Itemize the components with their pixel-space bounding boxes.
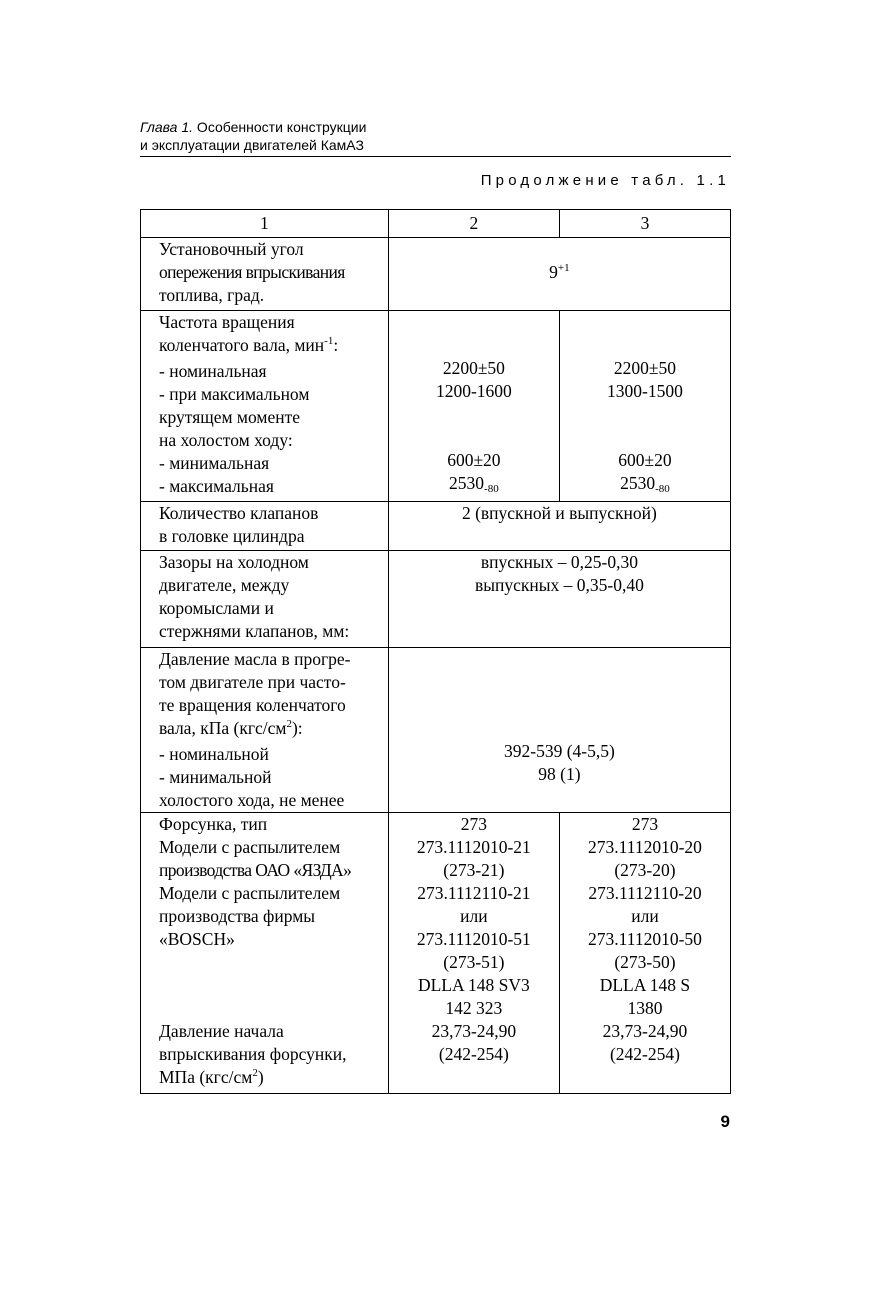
- label-line: - минимальной: [159, 767, 272, 787]
- label-line: - максимальная: [159, 476, 274, 496]
- value-line: 273.1112110-21: [417, 883, 531, 903]
- spacer: [560, 334, 730, 357]
- label-line: Давление начала: [159, 1021, 284, 1041]
- row-injection-angle: [141, 238, 731, 311]
- label-text: ):: [291, 718, 303, 738]
- spacer: [159, 951, 388, 974]
- chapter-title-part2: и эксплуатации двигателей КамАЗ: [140, 137, 364, 153]
- spec-table: [140, 209, 731, 1094]
- value-line: (273-20): [614, 860, 676, 880]
- label-line: - минимальная: [159, 453, 270, 473]
- label-text: МПа (кгс/см: [159, 1067, 253, 1087]
- row-valves-count: [141, 502, 731, 551]
- spacer: [389, 426, 559, 449]
- value-line: 98 (1): [538, 764, 581, 784]
- value-line: 23,73-24,90: [431, 1021, 517, 1041]
- label-text: ): [257, 1067, 264, 1087]
- value-subscript: -80: [655, 483, 670, 495]
- value-line: 600±20: [447, 450, 501, 470]
- label-line: Частота вращения: [159, 312, 295, 332]
- label-line: производства фирмы: [159, 906, 316, 926]
- clearance-values: [388, 551, 730, 648]
- label-text: вала, кПа (кгс/см: [159, 718, 287, 738]
- oil-pressure-label: [141, 648, 389, 813]
- page-number: 9: [720, 1112, 730, 1131]
- spacer: [159, 997, 388, 1020]
- value-line: (273-21): [443, 860, 505, 880]
- value-line: (242-254): [438, 1044, 509, 1064]
- injector-values-col3: [559, 813, 730, 1094]
- value-line: впускных – 0,25-0,30: [480, 552, 638, 572]
- header-divider: [140, 156, 731, 157]
- label-line: Форсунка, тип: [159, 814, 268, 834]
- value-line: [560, 472, 730, 498]
- injection-angle-value: [388, 238, 730, 311]
- label-superscript: -1: [324, 335, 334, 347]
- value-line: или: [631, 906, 659, 926]
- spacer: [389, 311, 559, 334]
- spacer: [389, 334, 559, 357]
- label-line: те вращения коленчатого: [159, 695, 346, 715]
- table-caption: Продолжение табл. 1.1: [480, 172, 730, 189]
- label-line: Модели с распылителем: [159, 883, 341, 903]
- label-line: Давление масла в прогре-: [159, 649, 351, 669]
- spacer: [389, 648, 730, 671]
- label-line: Зазоры на холодном: [159, 552, 309, 572]
- valves-label: [141, 502, 389, 551]
- row-valve-clearance: [141, 551, 731, 648]
- value-line: 273.1112010-50: [588, 929, 702, 949]
- value-line: 392-539 (4-5,5): [504, 741, 615, 761]
- label-superscript: 2: [286, 718, 292, 730]
- label-line: топлива, град.: [159, 285, 265, 305]
- label-line: холостого хода, не менее: [159, 790, 345, 810]
- value-line: или: [460, 906, 488, 926]
- value-line: (273-50): [614, 952, 676, 972]
- row-crankshaft-rpm: [141, 311, 731, 502]
- spacer: [560, 311, 730, 334]
- label-text: :: [333, 335, 339, 355]
- value-base: 2530: [449, 473, 485, 493]
- label-superscript: 2: [252, 1067, 258, 1079]
- value-line: 273: [460, 814, 487, 834]
- value-line: 273: [631, 814, 659, 834]
- value-line: 2200±50: [442, 358, 505, 378]
- injector-label: [141, 813, 389, 1094]
- value-line: 23,73-24,90: [602, 1021, 688, 1041]
- label-line: коромыслами и: [159, 598, 274, 618]
- value-line: (273-51): [443, 952, 505, 972]
- value-line: 600±20: [618, 450, 672, 470]
- label-line: производства ОАО «ЯЗДА»: [159, 860, 352, 880]
- value-line: DLLA 148 SV3: [417, 975, 530, 995]
- row-oil-pressure: [141, 648, 731, 813]
- label-line: том двигателе при часто-: [159, 672, 346, 692]
- value-line: [389, 472, 559, 498]
- spacer: [389, 403, 559, 426]
- label-line: [159, 334, 388, 360]
- spacer: [389, 717, 730, 740]
- value-line: выпускных – 0,35-0,40: [474, 575, 644, 595]
- label-line: стержнями клапанов, мм:: [159, 621, 350, 641]
- value-line: 273.1112010-51: [416, 929, 531, 949]
- chapter-label: Глава 1.: [140, 119, 194, 135]
- value-line: 1380: [627, 998, 663, 1018]
- value-base: 2530: [620, 473, 656, 493]
- label-text: коленчатого вала, мин: [159, 335, 325, 355]
- col-header-2: 2: [388, 210, 559, 238]
- value-line: 1300-1500: [607, 381, 683, 401]
- label-line: - номинальная: [159, 361, 267, 381]
- valves-value: 2 (впускной и выпускной): [388, 502, 730, 551]
- rpm-values-col2: [388, 311, 559, 502]
- running-header: [140, 118, 731, 154]
- label-line: [159, 717, 388, 743]
- injector-values-col2: [388, 813, 559, 1094]
- value-line: 273.1112110-20: [588, 883, 702, 903]
- label-line: Модели с распылителем: [159, 837, 341, 857]
- col-header-1: 1: [141, 210, 389, 238]
- clearance-label: [141, 551, 389, 648]
- value-line: 2200±50: [613, 358, 676, 378]
- label-line: крутящем моменте: [159, 407, 301, 427]
- spacer: [389, 694, 730, 717]
- value-line: 273.1112010-21: [416, 837, 531, 857]
- spacer: [159, 974, 388, 997]
- running-header-line1: [140, 118, 731, 136]
- value-line: DLLA 148 S: [599, 975, 691, 995]
- label-line: впрыскивания форсунки,: [159, 1044, 347, 1064]
- row-injector: [141, 813, 731, 1094]
- label-line: Количество клапанов: [159, 503, 319, 523]
- table-header-row: [141, 210, 731, 238]
- value-line: (242-254): [609, 1044, 680, 1064]
- label-line: - номинальной: [159, 744, 269, 764]
- value-base: 9: [549, 262, 558, 282]
- spacer: [560, 403, 730, 426]
- oil-pressure-values: [388, 648, 730, 813]
- spacer: [560, 426, 730, 449]
- rpm-values-col3: [559, 311, 730, 502]
- label-line: «BOSCH»: [159, 929, 235, 949]
- injection-angle-label: [141, 238, 389, 311]
- chapter-title-part1: Особенности конструкции: [193, 119, 367, 135]
- label-line: на холостом ходу:: [159, 430, 293, 450]
- label-line: - при максимальном: [159, 384, 310, 404]
- label-line: Установочный угол: [159, 239, 304, 259]
- value-line: 1200-1600: [435, 381, 512, 401]
- value-line: 142 323: [445, 998, 503, 1018]
- label-line: двигателе, между: [159, 575, 290, 595]
- col-header-3: 3: [559, 210, 730, 238]
- label-line: опережения впрыскивания: [159, 262, 345, 282]
- rpm-label: [141, 311, 389, 502]
- label-line: в головке цилиндра: [159, 526, 305, 546]
- value-line: 273.1112010-20: [588, 837, 702, 857]
- value-superscript: +1: [557, 262, 570, 274]
- spacer: [389, 671, 730, 694]
- label-line: [159, 1066, 388, 1092]
- value-subscript: -80: [484, 483, 499, 495]
